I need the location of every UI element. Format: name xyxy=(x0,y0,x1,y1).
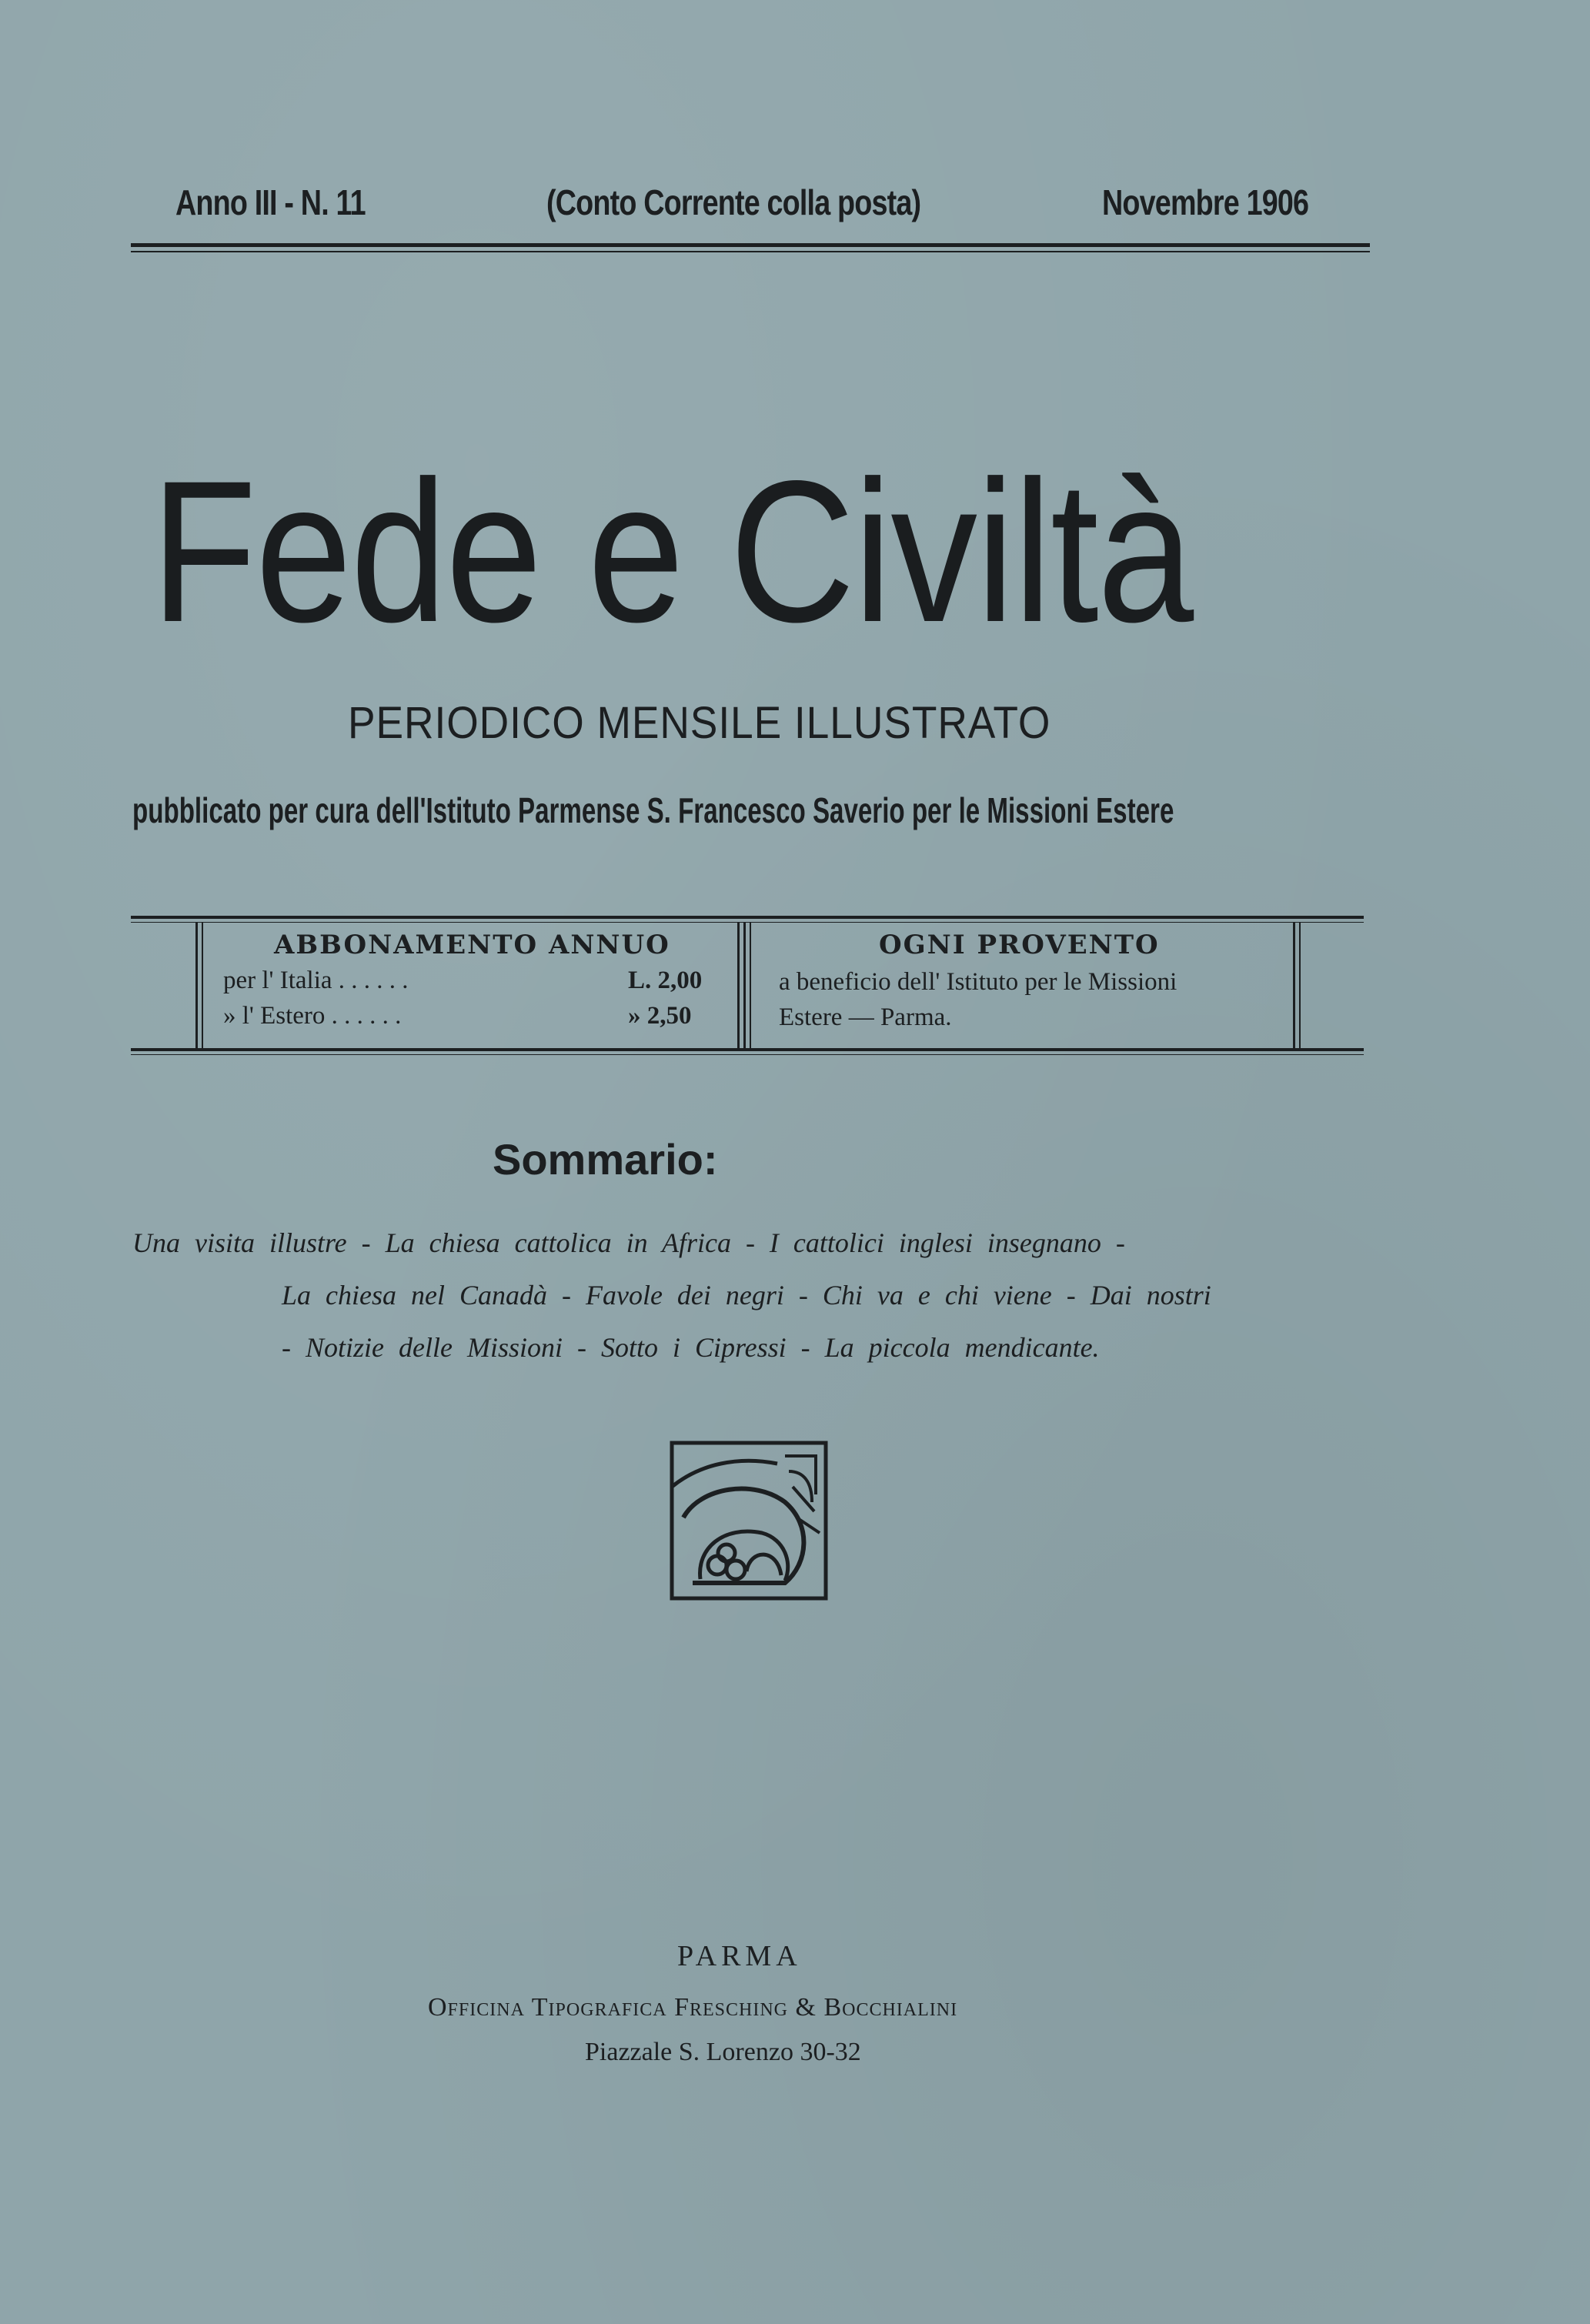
issue-number: Anno III - N. 11 xyxy=(175,182,366,222)
subscription-italy-label: per l' Italia . . . . . . xyxy=(223,967,409,994)
magazine-subtitle: PERIODICO MENSILE ILLUSTRATO xyxy=(348,698,1051,748)
summary-line-2: La chiesa nel Canadà - Favole dei negri - Chi va e chi viene - Dai nostri xyxy=(282,1280,1211,1311)
publisher-line: pubblicato per cura dell'Istituto Parmense S. Francesco Saverio per le Missioni Estere xyxy=(132,790,1174,830)
footer-address: Piazzale S. Lorenzo 30-32 xyxy=(585,2038,861,2066)
box-top-rule xyxy=(131,916,1364,919)
box-divider-left-thin xyxy=(202,922,203,1050)
subscription-abroad-label: » l' Estero . . . . . . xyxy=(223,1002,402,1030)
footer-city: PARMA xyxy=(677,1940,802,1972)
proceeds-line-1: a beneficio dell' Istituto per le Missioni xyxy=(779,968,1177,996)
box-divider-middle xyxy=(737,922,740,1050)
footer-printer: Officina Tipografica Fresching & Bocchialini xyxy=(428,1993,958,2022)
header-rule-thin xyxy=(131,251,1370,252)
proceeds-heading: OGNI PROVENTO xyxy=(879,930,1160,960)
magazine-title: Fede e Civiltà xyxy=(151,439,1193,664)
postal-note: (Conto Corrente colla posta) xyxy=(546,182,921,222)
summary-heading: Sommario: xyxy=(493,1135,718,1184)
subscription-abroad-price: » 2,50 xyxy=(628,1002,692,1030)
box-bottom-rule-thin xyxy=(131,1054,1364,1055)
box-divider-middle-2 xyxy=(743,922,746,1050)
subscription-heading: ABBONAMENTO ANNUO xyxy=(274,930,670,960)
box-top-rule-thin xyxy=(131,922,1364,923)
box-divider-right xyxy=(1293,922,1295,1050)
summary-line-1: Una visita illustre - La chiesa cattolica in Africa - I cattolici inglesi insegnano - xyxy=(132,1227,1125,1258)
printer-ornament-icon xyxy=(670,1441,828,1601)
header-rule xyxy=(131,243,1370,247)
box-divider-right-thin xyxy=(1299,922,1301,1050)
box-divider-left xyxy=(195,922,198,1050)
box-divider-middle-thin xyxy=(750,922,751,1050)
subscription-italy-price: L. 2,00 xyxy=(628,967,703,994)
box-bottom-rule xyxy=(131,1048,1364,1051)
summary-line-3: - Notizie delle Missioni - Sotto i Cipressi - La piccola mendicante. xyxy=(282,1332,1100,1363)
issue-date: Novembre 1906 xyxy=(1102,182,1309,222)
proceeds-line-2: Estere — Parma. xyxy=(779,1003,952,1031)
